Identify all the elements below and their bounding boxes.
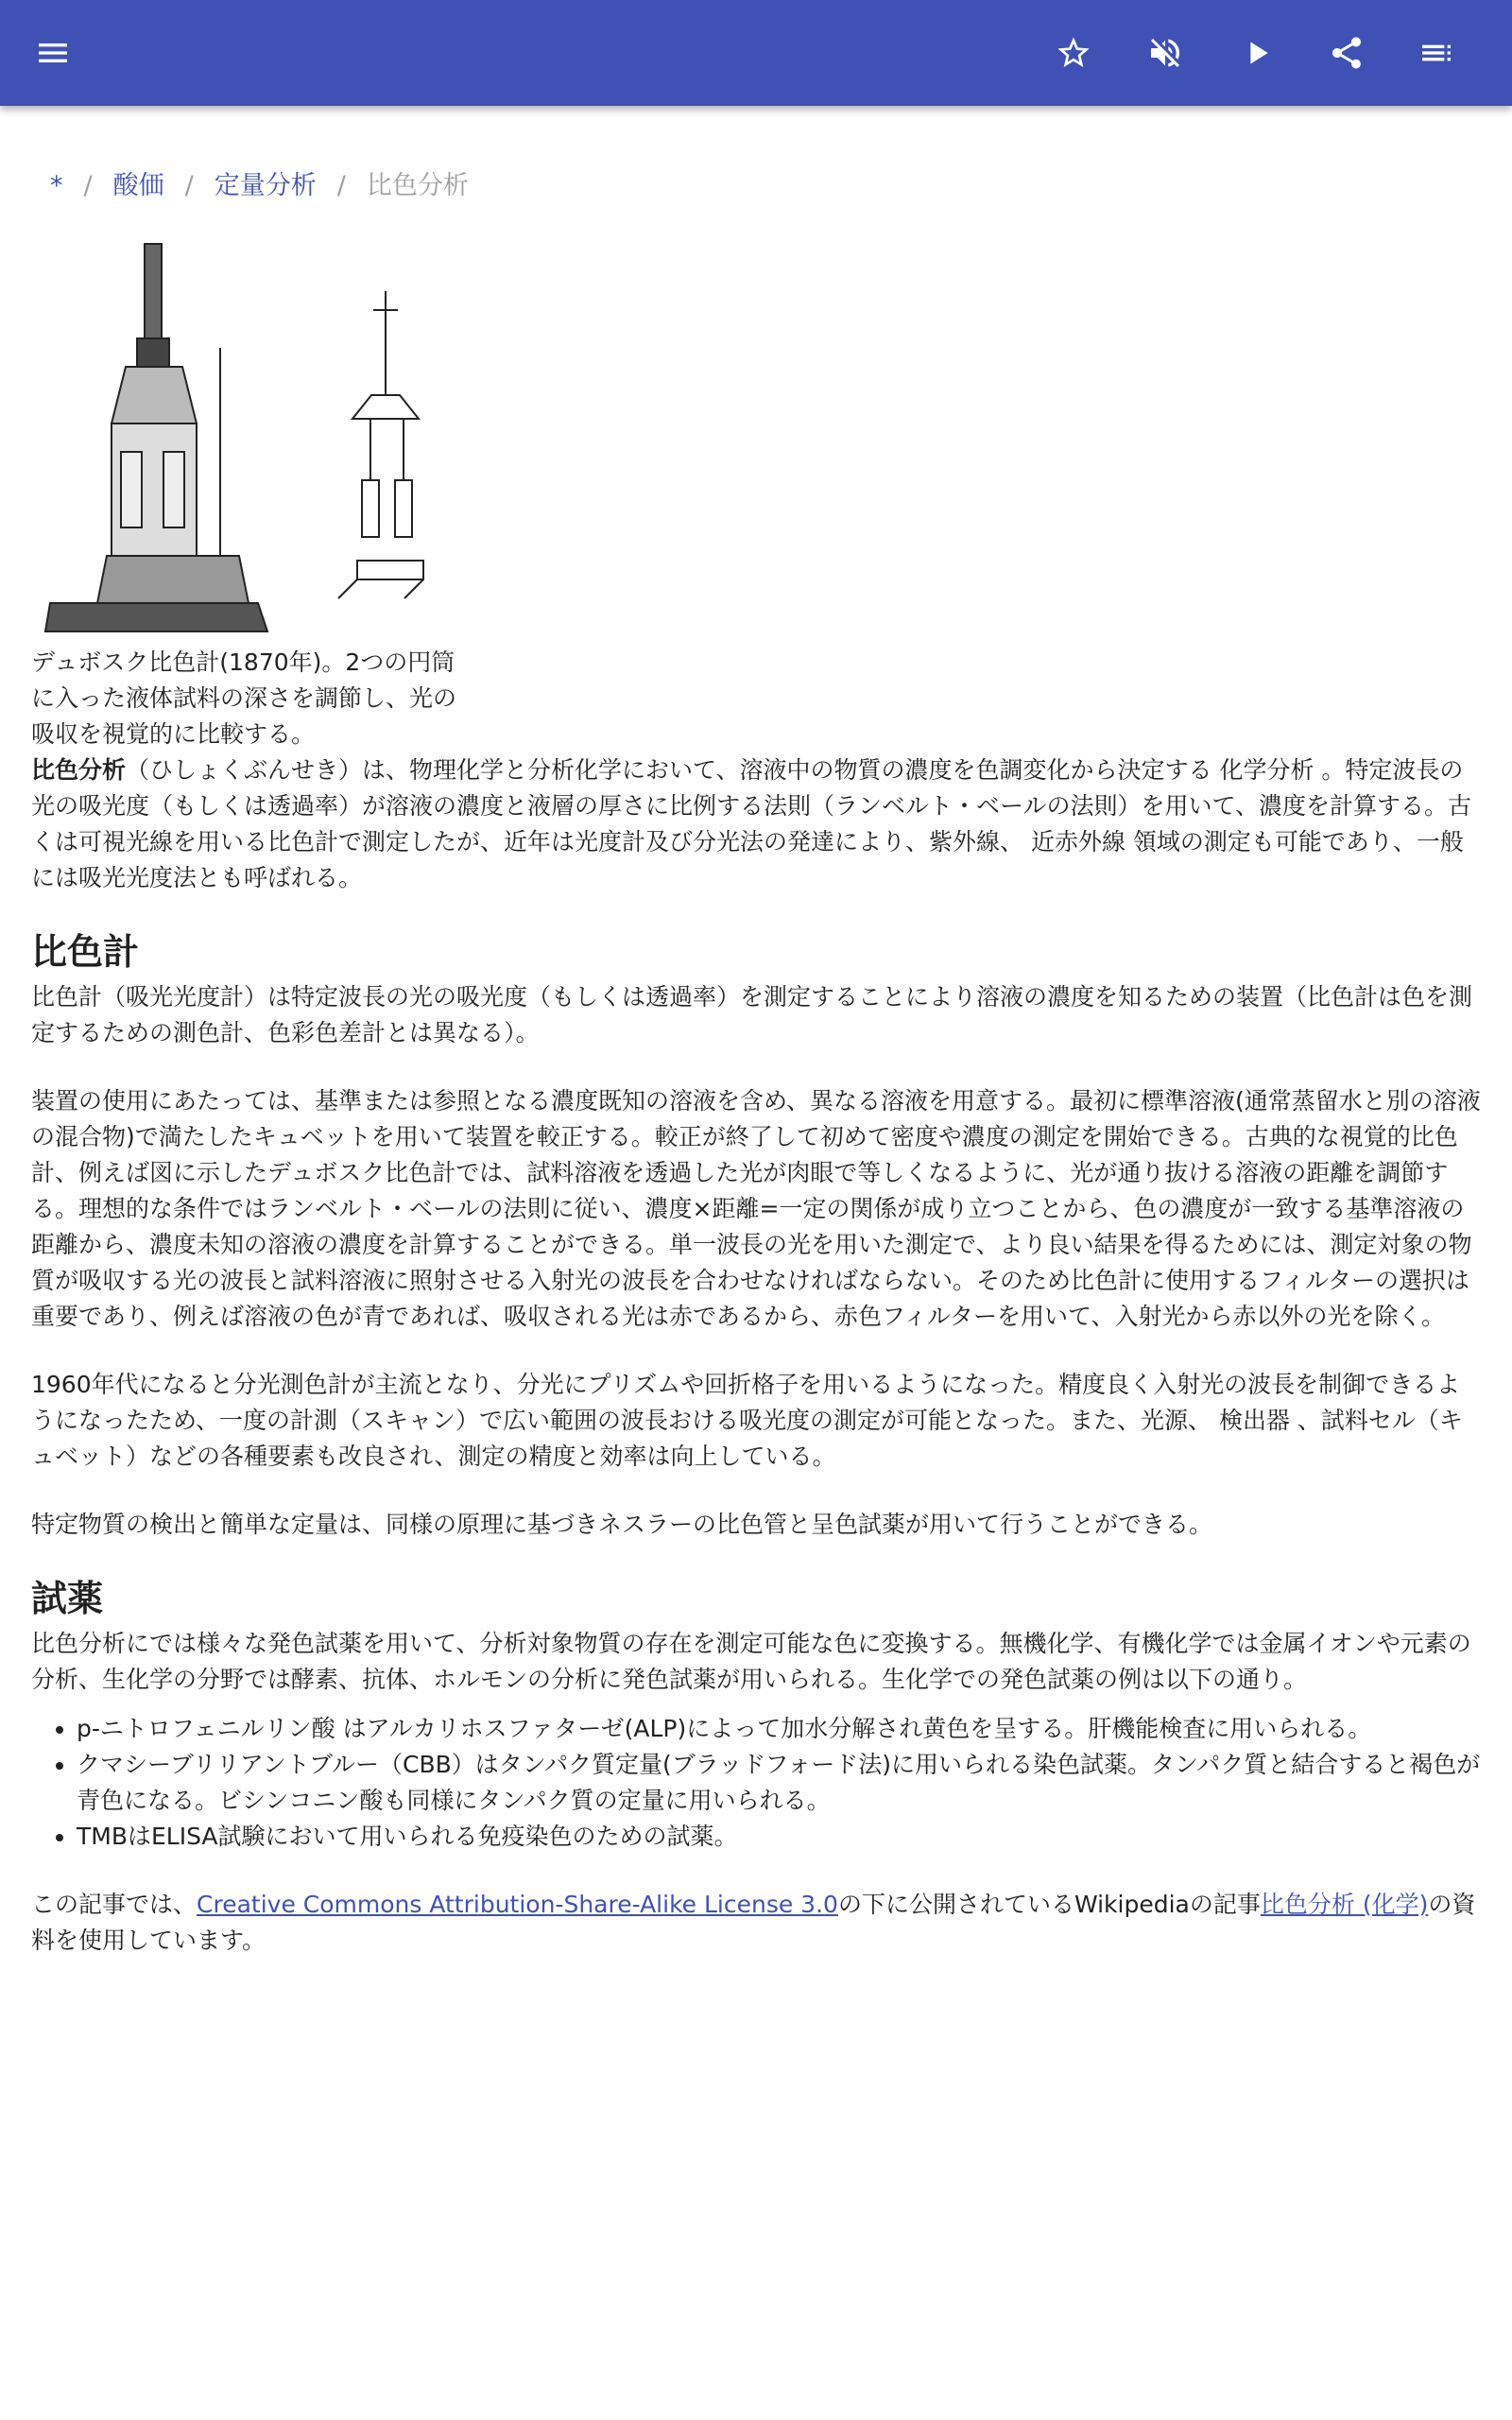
article (31, 151, 1481, 1991)
paragraph: 特定物質の検出と簡単な定量は、同様の原理に基づきネスラーの比色管と呈色試薬が用いて行うことができる。 (31, 1511, 1213, 1538)
duboscq-colorimeter-illustration[interactable] (31, 234, 447, 635)
paragraph: 比色分析にでは様々な発色試薬を用いて、分析対象物質の存在を測定可能な色に変換する。無機化学、有機化学では金属イオンや元素の分析、生化学の分野では酵素、抗体、ホルモンの分析に発色試薬が用いられる。生化学での発色試薬の例は以下の通り。 (31, 1630, 1471, 1693)
play-icon (1238, 34, 1276, 72)
breadcrumb-item-quantitative-analysis[interactable]: 定量分析 (214, 171, 317, 200)
source-article-link[interactable]: 比色分析 (化学) (1260, 1891, 1429, 1918)
reagent-list (31, 1711, 1481, 1855)
menu-button[interactable] (26, 26, 79, 79)
section-heading-colorimeter: 比色計 (31, 931, 140, 973)
list-item: • p-ニトロフェニルリン酸 はアルカリホスファターゼ(ALP)によって加水分解され黄色を呈する。肝機能検査に用いられる。 (77, 1711, 1481, 1747)
breadcrumb-current: 比色分析 (366, 171, 469, 200)
app-bar (0, 0, 1512, 106)
mute-button[interactable] (1139, 26, 1192, 79)
volume-off-icon (1146, 34, 1184, 72)
intro-text: （ひしょくぶんせき）は、物理化学と分析化学において、溶液中の物質の濃度を色調変化から決定する 化学分析 。特定波長の光の吸光度（もしくは透過率）が溶液の濃度と液層の厚さに比例する法則（ランベルト・ベールの法則）を用いて、濃度を計算する。古くは可視光線を用いる比色計で測定したが、近年は光度計及び分光法の発達により、紫外線、 近赤外線 領域の測定も可能であり、一般には吸光光度法とも呼ばれる。 (31, 756, 1472, 891)
paragraph: 装置の使用にあたっては、基準または参照となる濃度既知の溶液を含め、異なる溶液を用意する。最初に標準溶液(通常蒸留水と別の溶液の混合物)で満たしたキュベットを用いて装置を較正する。較正が終了して初めて密度や濃度の測定を開始できる。古典的な視覚的比色計、例えば図に示したデュボスク比色計では、試料溶液を透過した光が肉眼で等しくなるように、光が通り抜ける溶液の距離を調節する。理想的な条件ではランベルト・ベールの法則に従い、濃度×距離=一定の関係が成り立つことから、色の濃度が一致する基準溶液の距離から、濃度未知の溶液の濃度を計算することができる。単一波長の光を用いた測定で、より良い結果を得るためには、測定対象の物質が吸収する光の波長と試料溶液に照射させる入射光の波長を合わせなければならない。そのため比色計に使用するフィルターの選択は重要であり、例えば溶液の色が青であれば、吸収される光は赤であるから、赤色フィルターを用いて、入射光から赤以外の光を除く。 (31, 1087, 1481, 1330)
license-link[interactable]: Creative Commons Attribution-Share-Alike License 3.0 (197, 1891, 838, 1918)
share-icon (1328, 34, 1366, 72)
paragraph: 比色計（吸光光度計）は特定波長の光の吸光度（もしくは透過率）を測定することにより溶液の濃度を知るための装置（比色計は色を測定するための測色計、色彩色差計とは異なる）。 (31, 983, 1473, 1046)
list-item: • TMBはELISA試験において用いられる免疫染色のための試薬。 (77, 1819, 1481, 1855)
toc-icon (1418, 34, 1455, 72)
attribution (31, 1887, 1481, 1959)
breadcrumb-home[interactable]: * (50, 171, 63, 200)
attribution-prefix: この記事では、 (31, 1891, 198, 1918)
figure-caption: デュボスク比色計(1870年)。2つの円筒に入った液体試料の深さを調節し、光の吸収を視覚的に比較する。 (31, 648, 457, 748)
intro-paragraph (31, 752, 1481, 896)
attribution-middle: の下に公開されているWikipediaの記事 (837, 1891, 1261, 1918)
breadcrumb-separator: / (83, 171, 93, 200)
menu-icon (34, 34, 72, 72)
breadcrumb-item-acid-value[interactable]: 酸価 (112, 171, 164, 200)
figure (31, 234, 475, 752)
attribution-suffix: の資料を使用しています。 (31, 1891, 1476, 1954)
section-heading-reagents: 試薬 (31, 1578, 104, 1619)
bookmark-button[interactable] (1047, 26, 1100, 79)
contents-button[interactable] (1410, 26, 1463, 79)
breadcrumb (31, 151, 1481, 221)
intro-term: 比色分析 (31, 756, 127, 784)
star-icon (1055, 34, 1092, 72)
breadcrumb-separator: / (336, 171, 346, 200)
list-item: • クマシーブリリアントブルー（CBB）はタンパク質定量(ブラッドフォード法)に用いられる染色試薬。タンパク質と結合すると褐色が青色になる。ビシンコニン酸も同様にタンパク質の定量に用いられる。 (77, 1747, 1481, 1819)
paragraph: 1960年代になると分光測色計が主流となり、分光にプリズムや回折格子を用いるようになった。精度良く入射光の波長を制御できるようになったため、一度の計測（スキャン）で広い範囲の波長おける吸光度の測定が可能となった。また、光源、 検出器 、試料セル（キュベット）などの各種要素も改良され、測定の精度と効率は向上している。 (31, 1371, 1463, 1470)
play-button[interactable] (1230, 26, 1283, 79)
breadcrumb-separator: / (184, 171, 194, 200)
share-button[interactable] (1320, 26, 1373, 79)
